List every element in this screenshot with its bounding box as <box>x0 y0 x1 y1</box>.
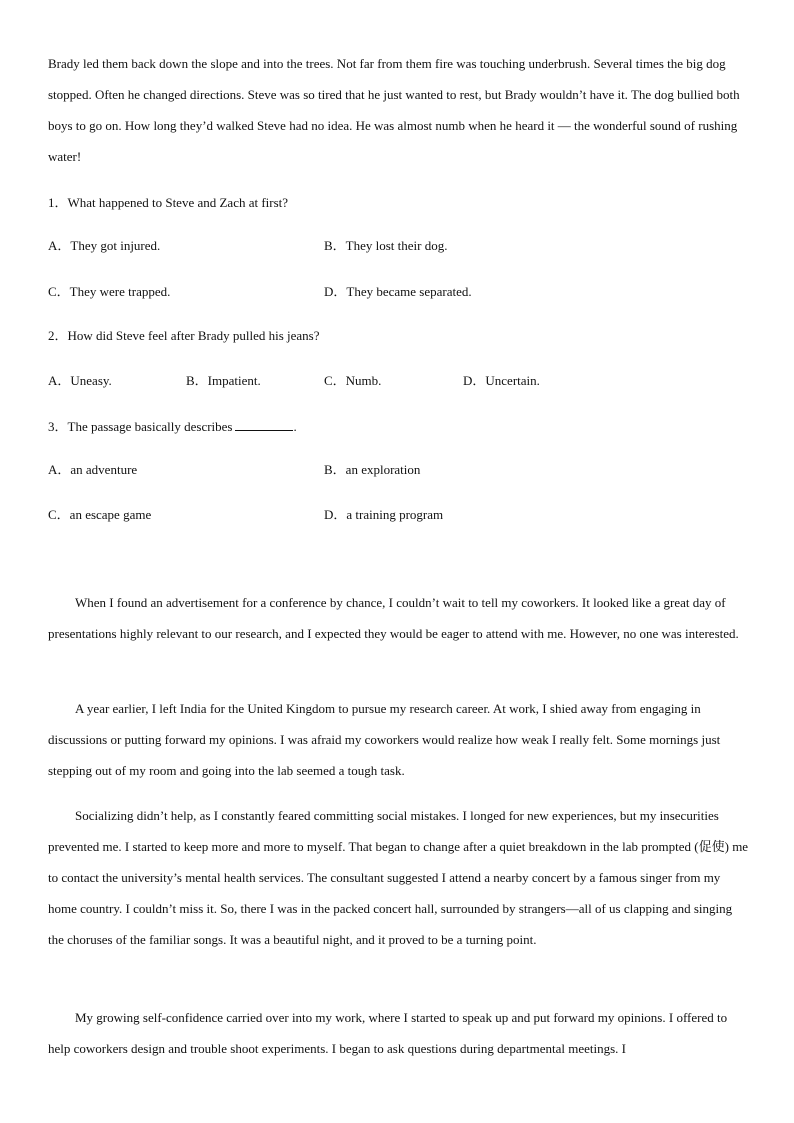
option-text: Impatient. <box>207 373 261 388</box>
option-letter: A． <box>48 238 71 253</box>
question-2-option-c[interactable] <box>324 372 381 390</box>
question-1-option-d[interactable] <box>324 283 472 301</box>
option-text: an escape game <box>69 507 152 522</box>
question-3-option-b[interactable] <box>324 461 420 479</box>
option-letter: C． <box>48 507 70 522</box>
passage-paragraph-2: A year earlier, I left India for the United Kingdom to pursue my research career. At work, I shied away from engaging in discussions or putting forward my opinions. I was afraid my coworkers would realize how weak I really felt. Some mornings just stepping out of my room and going into the lab seemed a tough task. <box>48 701 721 778</box>
question-3-number: 3． <box>48 419 68 434</box>
question-3-option-d[interactable] <box>324 506 443 524</box>
question-2-option-d[interactable] <box>463 372 540 390</box>
option-text: Uneasy. <box>70 373 112 388</box>
option-text: Numb. <box>345 373 382 388</box>
question-1-text: What happened to Steve and Zach at first? <box>67 195 289 210</box>
question-3-text: The passage basically describes <box>67 419 233 434</box>
question-2 <box>48 327 320 345</box>
option-letter: C． <box>48 284 70 299</box>
option-text: They became separated. <box>346 284 472 299</box>
question-1-option-c[interactable] <box>48 283 170 301</box>
option-text: They lost their dog. <box>345 238 448 253</box>
question-2-number: 2． <box>48 328 68 343</box>
option-letter: B． <box>186 373 208 388</box>
question-3 <box>48 417 297 436</box>
intro-paragraph: Brady led them back down the slope and into the trees. Not far from them fire was touching underbrush. Several times the big dog stopped. Often he changed directions. Steve was so tired that he just wanted to rest, but Brady wouldn’t have it. The dog bullied both boys to go on. How long they’d walked Steve had no idea. He was almost numb when he heard it — the wonderful sound of rushing water! <box>48 56 740 164</box>
passage-paragraph-1: When I found an advertisement for a conference by chance, I couldn’t wait to tell my coworkers. It looked like a great day of presentations highly relevant to our research, and I expected they would be eager to attend with me. However, no one was interested. <box>48 595 739 641</box>
option-text: Uncertain. <box>485 373 540 388</box>
question-3-text-end: . <box>293 419 297 434</box>
option-letter: D． <box>463 373 486 388</box>
question-1-option-a[interactable] <box>48 237 160 255</box>
option-letter: A． <box>48 373 71 388</box>
option-text: a training program <box>346 507 444 522</box>
question-2-option-a[interactable] <box>48 372 112 390</box>
passage-paragraph-3: Socializing didn’t help, as I constantly feared committing social mistakes. I longed for new experiences, but my insecurities prevented me. I started to keep more and more to myself. That began to change after a quiet breakdown in the lab prompted (促使) me to contact the university’s mental health services. The consultant suggested I attend a nearby concert by a famous singer from my home country. I couldn’t miss it. So, there I was in the packed concert hall, surrounded by strangers—all of us clapping and singing the choruses of the familiar songs. It was a beautiful night, and it proved to be a turning point. <box>48 808 749 947</box>
question-1-option-b[interactable] <box>324 237 448 255</box>
passage-paragraph-4: My growing self-confidence carried over into my work, where I started to speak up and put forward my opinions. I offered to help coworkers design and trouble shoot experiments. I began to ask questions during departmental meetings. I <box>48 1010 728 1056</box>
question-1 <box>48 194 288 212</box>
option-letter: B． <box>324 238 346 253</box>
option-text: They got injured. <box>70 238 161 253</box>
option-text: They were trapped. <box>69 284 171 299</box>
question-2-text: How did Steve feel after Brady pulled his jeans? <box>67 328 320 343</box>
option-letter: A． <box>48 462 71 477</box>
question-2-option-b[interactable] <box>186 372 261 390</box>
option-letter: D． <box>324 284 347 299</box>
question-3-option-c[interactable] <box>48 506 151 524</box>
option-letter: D． <box>324 507 347 522</box>
option-letter: C． <box>324 373 346 388</box>
answer-blank <box>235 417 293 431</box>
option-text: an adventure <box>70 462 138 477</box>
option-text: an exploration <box>345 462 421 477</box>
option-letter: B． <box>324 462 346 477</box>
question-1-number: 1． <box>48 195 68 210</box>
question-3-option-a[interactable] <box>48 461 137 479</box>
